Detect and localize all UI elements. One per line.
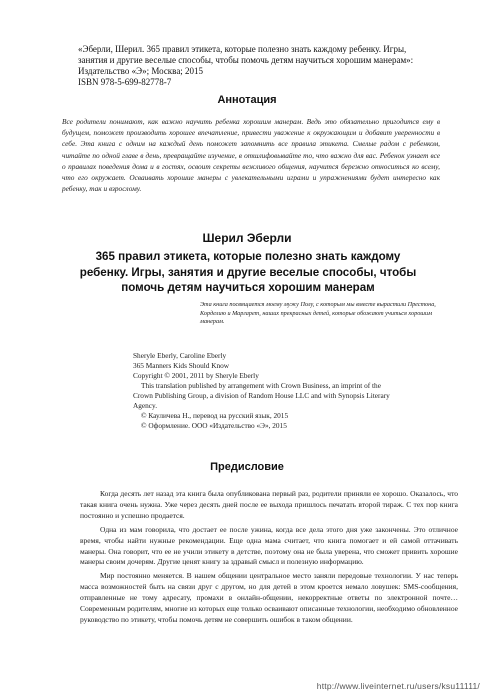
preface-paragraph: Мир постоянно меняется. В нашем общении центральное место заняли передовые технологии. У нас теперь масса возможностей быть на связи друг с другом, но для детей в этом кроется немало ловушек: SMS-сообщения, отправленные не тому адресату, промахи в онлайн-общении, некорректные ответы по электронной почте… Современным родителям, многие из которых еще только осваивают описанные технологии, необходимо обновленное руководство по этикету, чтобы помочь детям не совершить ошибок в таком общении.: [80, 571, 458, 624]
bibliography-line: занятия и другие веселые способы, чтобы помочь детям научиться хорошим манерам»:: [78, 55, 414, 65]
bibliography-line: Издательство «Э»; Москва; 2015: [78, 66, 204, 76]
book-title-line: 365 правил этикета, которые полезно знать каждому: [95, 250, 401, 263]
preface-heading: Предисловие: [210, 461, 284, 473]
copyright-line: © Оформление. ООО «Издательство «Э», 2015: [141, 421, 287, 430]
bibliographic-record: [78, 44, 458, 88]
copyright-line: Agency.: [133, 401, 158, 410]
preface-paragraph: Одна из мам говорила, что достает ее после ужина, когда все дела этого дня уже закончены. Это отличное время, чтобы найти нужные рекомендации. Еще одна мама считает, что книга помогает и ей самой оттачивать манеры. Она говорит, что ее не учили этикету в детстве, поэтому она не была уверена, что сможет привить хорошие манеры своим дочерям. Другие ценят книгу за здравый смысл и полезную информацию.: [80, 524, 458, 567]
preface-paragraph: Когда десять лет назад эта книга была опубликована первый раз, родители приняли ее хорошо. Оказалось, что такая книга очень нужна. Уже через десять дней после ее выхода пришлось печатать второй тираж. С тех пор книга постоянно и успешно продается.: [80, 489, 458, 520]
dedication: Эта книга посвящается моему мужу Полу, с которым мы вместе вырастили Престона, Корделию и Маргарет, наших прекрасных детей, которые обожают учиться хорошим манерам.: [200, 301, 436, 326]
author-name: Шерил Эберли: [202, 231, 292, 245]
book-title-line: помочь детям научиться хорошим манерам: [121, 281, 375, 295]
copyright-line: © Кауличева Н., перевод на русский язык, 2015: [141, 411, 289, 420]
annotation-text: Все родители понимают, как важно научить ребенка хорошим манерам. Ведь это обязательно пригодится ему в будущем, поможет производить хорошее впечатление, привести уважение к окружающим и добавит уверенности в себе. Эта книга с одним на каждый день поможет запомнить все правила этикета. Смелые радом с ребенком, читайте по одной главе в день, превращайте изучение, в отшлифовывайте то, что важно для вас. Ребенок узнает все о правилах поведения дома и в гостях, освоит секреты вежливого общения, научится бережно относиться ко всему, что его окружает. Осваивать хорошие манеры с увлекательными играми и упражнениями будет интересно как ребенку, так и взрослому.: [62, 117, 440, 194]
isbn: ISBN 978-5-699-82778-7: [78, 77, 172, 87]
copyright-line: 365 Manners Kids Should Know: [133, 361, 230, 370]
copyright-line: Crown Publishing Group, a division of Random House LLC and with Synopsis Literary: [133, 391, 390, 400]
copyright-line: This translation published by arrangement with Crown Business, an imprint of the: [141, 381, 381, 390]
bibliography-line: «Эберли, Шерил. 365 правил этикета, которые полезно знать каждому ребенку. Игры,: [78, 44, 407, 54]
book-title: [78, 249, 418, 296]
watermark-url: http://www.liveinternet.ru/users/ksu11111/: [316, 681, 480, 691]
copyright-block: [133, 351, 433, 431]
annotation-heading: Аннотация: [217, 94, 277, 106]
book-title-line: ребенку. Игры, занятия и другие веселые способы, чтобы: [79, 265, 417, 279]
copyright-line: Copyright © 2001, 2011 by Sheryle Eberly: [133, 371, 259, 380]
copyright-line: Sheryle Eberly, Caroline Eberly: [133, 351, 227, 360]
preface-text: [80, 489, 458, 629]
